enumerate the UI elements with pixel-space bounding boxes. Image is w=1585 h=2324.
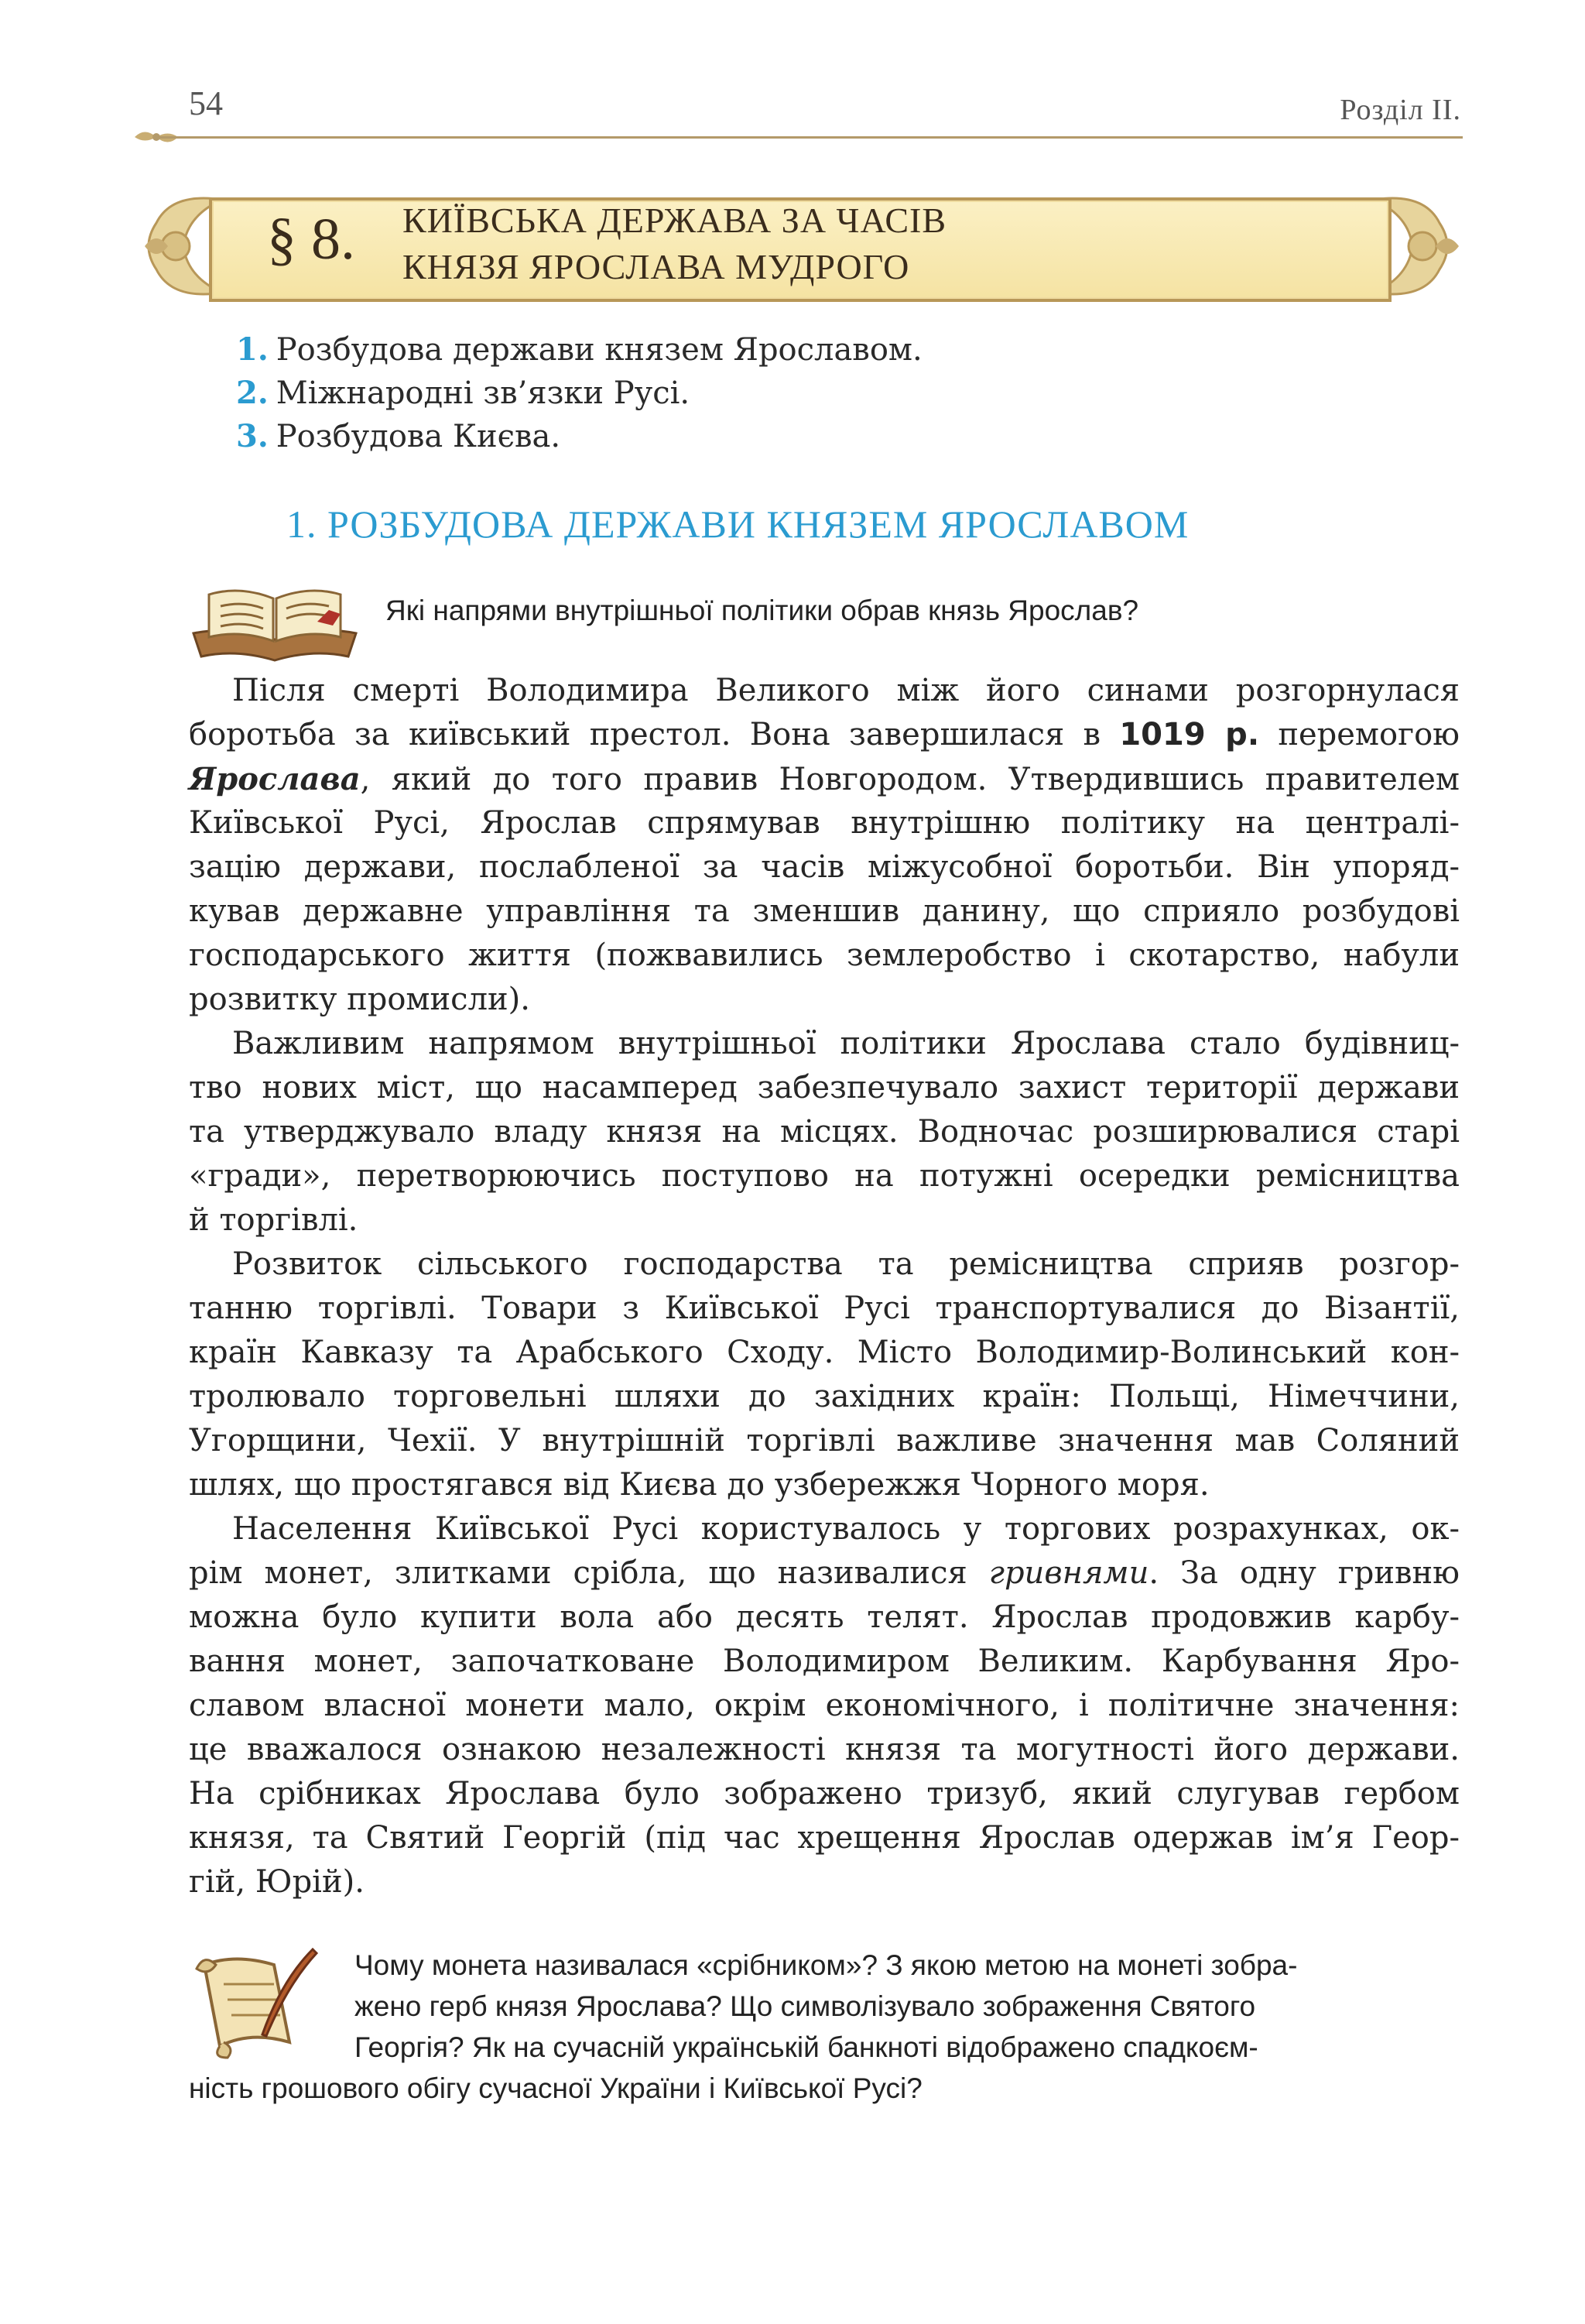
body-line: На срібниках Ярослава було зображено тризуб, який слугував гербом (189, 1776, 1460, 1812)
page-number: 54 (189, 84, 223, 122)
plan-item-text: Розбудова Києва. (276, 419, 561, 454)
plan-item (236, 375, 690, 411)
body-line: Ярослава, який до того правив Новгородом. Утвердившись правителем (189, 761, 1460, 797)
body-line: тролювало торговельні шляхи до західних країн: Польщі, Німеччини, (189, 1379, 1460, 1414)
final-question-line: Чому монета називалася «срібником»? З якою метою на монеті зобра- (354, 1949, 1298, 1981)
plan-item (236, 418, 560, 454)
body-line: зацію держави, послабленої за часів міжусобної боротьби. Він упоряд- (189, 849, 1460, 885)
plan-item-number: 1. (236, 331, 269, 368)
header-divider (155, 136, 1463, 139)
name-highlight: Ярослава (189, 761, 361, 797)
body-line: Київської Русі, Ярослав спрямував внутрішню політику на централі- (189, 805, 1460, 841)
book-icon (186, 579, 364, 664)
body-line: боротьба за київський престол. Вона завершилася в 1019 р. перемогою (189, 717, 1460, 752)
plan-item-text: Розбудова держави князем Ярославом. (276, 332, 923, 368)
body-line: шлях, що простягався від Києва до узбережжя Чорного моря. (189, 1467, 1210, 1503)
plan-item-number: 2. (236, 375, 269, 411)
scroll-quill-icon (189, 1942, 320, 2065)
body-line: можна було купити вола або десять телят. Ярослав продовжив карбу- (189, 1599, 1460, 1635)
final-question-line: жено герб князя Ярослава? Що символізувало зображення Святого (354, 1990, 1256, 2022)
body-line: тво нових міст, що насамперед забезпечувало захист території держави (189, 1070, 1460, 1105)
body-line: це вважалося ознакою незалежності князя та могутності його держави. (189, 1732, 1460, 1767)
body-line: розвитку промисли). (189, 982, 530, 1017)
body-line: вання монет, започатковане Володимиром Великим. Карбування Яро- (189, 1644, 1460, 1679)
plan-item (236, 331, 923, 368)
body-line: й торгівлі. (189, 1202, 358, 1238)
intro-question: Які напрями внутрішньої політики обрав князь Ярослав? (385, 595, 1139, 626)
body-line: Після смерті Володимира Великого між його синами розгорнулася (232, 673, 1460, 708)
body-line: «гради», перетворюючись поступово на потужні осередки ремісництва (189, 1158, 1460, 1194)
body-line: та утверджувало владу князя на місцях. Водночас розширювалися старі (189, 1114, 1460, 1150)
body-line: гій, Юрій). (189, 1864, 365, 1900)
body-line: Населення Київської Русі користувалось у торгових розрахунках, ок- (232, 1511, 1460, 1547)
body-line: Розвиток сільського господарства та ремісництва сприяв розгор- (232, 1246, 1460, 1282)
plan-item-number: 3. (236, 418, 269, 454)
final-question-line: ність грошового обігу сучасної України і Київської Русі? (189, 2072, 923, 2104)
plan-item-text: Міжнародні зв’язки Русі. (276, 375, 690, 411)
paragraph-number: § 8. (267, 207, 355, 272)
section-reference: Розділ ІІ. (1340, 94, 1461, 126)
body-line: танню торгівлі. Товари з Київської Русі транспортувалися до Візантії, (189, 1291, 1460, 1326)
section-heading: 1. РОЗБУДОВА ДЕРЖАВИ КНЯЗЕМ ЯРОСЛАВОМ (286, 502, 1190, 546)
body-line: рім монет, злитками срібла, що називалися гривнями. За одну гривню (189, 1555, 1460, 1591)
body-line: славом власної монети мало, окрім економічного, і політичне значення: (189, 1688, 1460, 1723)
final-question-line: Георгія? Як на сучасній українській банкноті відображено спадкоєм- (354, 2031, 1258, 2063)
date-highlight: 1019 р. (1119, 717, 1260, 752)
body-line: країн Кавказу та Арабського Сходу. Місто Володимир-Волинський кон- (189, 1335, 1460, 1370)
chapter-title-line-2: КНЯЗЯ ЯРОСЛАВА МУДРОГО (402, 247, 910, 286)
chapter-title-line-1: КИЇВСЬКА ДЕРЖАВА ЗА ЧАСІВ (402, 201, 947, 240)
body-line: кував державне управління та зменшив данину, що сприяло розбудові (189, 893, 1460, 929)
body-line: Важливим напрямом внутрішньої політики Ярослава стало будівниц- (232, 1026, 1460, 1061)
body-line: князя, та Святий Георгій (під час хрещення Ярослав одержав ім’я Геор- (189, 1820, 1460, 1856)
term-highlight: гривнями (988, 1555, 1149, 1591)
body-line: Угорщини, Чехії. У внутрішній торгівлі важливе значення мав Соляний (189, 1423, 1460, 1458)
body-line: господарського життя (пожвавились землеробство і скотарство, набули (189, 937, 1460, 973)
